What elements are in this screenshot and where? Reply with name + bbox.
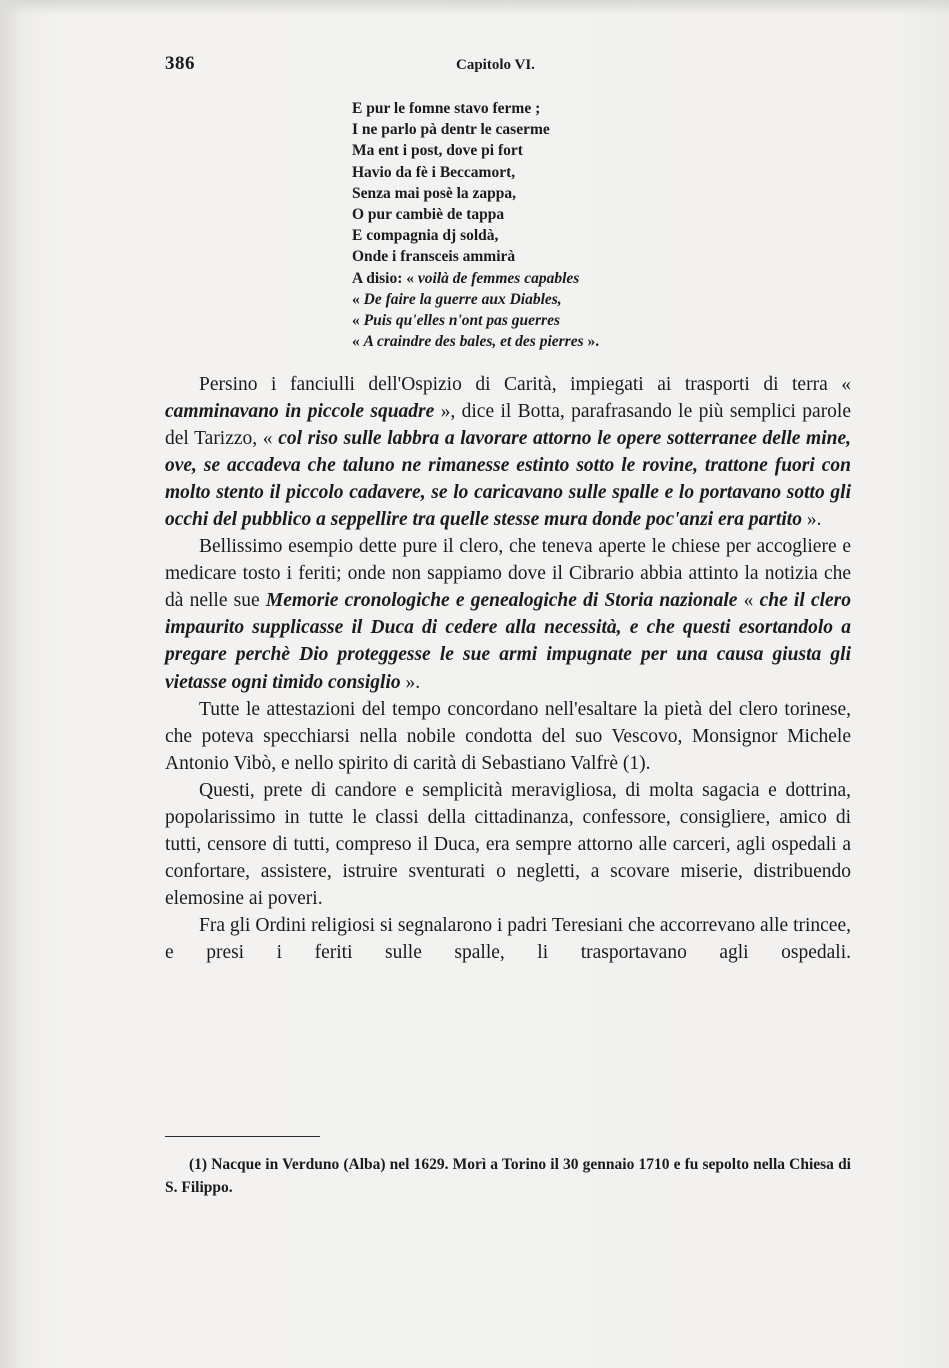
quoted-text: col riso sulle labbra a lavorare attorno le opere sotterranee delle mine, ove, se accadeva che taluno ne rimanesse estinto sotto le rovine, trattone fuori con molto stento il piccolo cadavere, se lo caricavano sulle spalle e lo portavano sotto gli occhi del pubblico a seppellire tra quelle stesse mura donde poc'anzi era partito [165,428,851,531]
poem-line: Havio da fè i Beccamort, [352,163,516,181]
text-run: », dice il Botta, parafrasando le più semplici parole del Tarizzo, « [165,401,852,450]
poem-line-prefix: « [352,290,364,308]
footnote [165,1153,851,1199]
body-text [165,371,851,966]
paragraph-valfre: Questi, prete di candore e semplicità meravigliosa, di molta sagacia e dottrina, popolarissimo in tutte le classi della cittadinanza, confessore, consigliere, amico di tutti, censore di tutti, compreso il Duca, era sempre attorno alle carceri, agli ospedali a confortare, assistere, istruire sventurati o negletti, a scovare miserie, distribuendo elemosine ai poveri. [165,779,851,909]
poem-line: Ma ent i post, dove pi fort [352,142,523,160]
quoted-text: camminavano in piccole squadre [165,401,435,423]
text-run: ». [801,509,822,531]
text-run: Persino i fanciulli dell'Ospizio di Carità, impiegati ai trasporti di terra « [199,374,851,395]
page-binding-edge [0,0,22,1368]
page-top-shadow [0,0,949,14]
poem-line: Onde i fransceis ammirà [352,248,516,266]
poem-line [352,310,599,331]
poem-line-suffix: ». [583,333,600,351]
french-quote: De faire la guerre aux Diables, [363,290,562,308]
poem-line: Senza mai posè la zappa, [352,184,517,202]
page-number: 386 [165,53,195,74]
poem-line: O pur cambiè de tappa [352,206,505,224]
running-head: Capitolo VI. [456,57,535,73]
footnote-text: (1) Nacque in Verduno (Alba) nel 1629. Morì a Torino il 30 gennaio 1710 e fu sepolto nella Chiesa di S. Filippo. [165,1156,851,1196]
poem-line-prefix: « [352,333,364,351]
french-quote: Puis qu'elles n'ont pas guerres [363,312,560,330]
poem-line-prefix: « [352,312,364,330]
french-quote: voilà de femmes capables [417,269,580,287]
quoted-text: che il clero impaurito supplicasse il Duca di cedere alla necessità, e che questi esortandolo a pregare perchè Dio proteggesse le sue armi impugnate per una causa giusta gli vietasse ogni timido consiglio [165,590,852,693]
poem-line: E compagnia dj soldà, [352,227,499,245]
footnote-rule [165,1136,320,1137]
paragraph-attestazioni: Tutte le attestazioni del tempo concordano nell'esaltare la pietà del clero torinese, che poteva specchiarsi nella nobile condotta del suo Vescovo, Monsignor Michele Antonio Vibò, e nello spirito di carità di Sebastiano Valfrè (1). [165,698,851,774]
text-run: Bellissimo esempio dette pure il clero, che teneva aperte le chiese per accogliere e medicare tosto i feriti; onde non sappiamo dove il Cibrario abbia attinto la notizia che dà nelle sue [165,536,851,612]
poem-line: I ne parlo pà dentr le caserme [352,121,550,139]
paragraph-clero [165,533,851,695]
poem-line [352,289,599,310]
book-title: Memorie cronologiche e genealogiche di Storia nazionale [265,590,738,612]
french-quote: A craindre des bales, et des pierres [363,333,584,351]
dialect-poem [352,98,599,352]
text-run: ». [400,671,421,693]
text-run: « [737,590,760,612]
paragraph-teresiani: Fra gli Ordini religiosi si segnalarono i padri Teresiani che accorrevano alle trincee, e presi i feriti sulle spalle, li trasportavano agli ospedali. [165,914,851,963]
paragraph-fanciulli [165,371,851,533]
poem-line: E pur le fomne stavo ferme ; [352,100,541,117]
poem-line [352,331,599,352]
poem-line [352,268,599,289]
poem-line-prefix: A disio: « [352,269,418,287]
